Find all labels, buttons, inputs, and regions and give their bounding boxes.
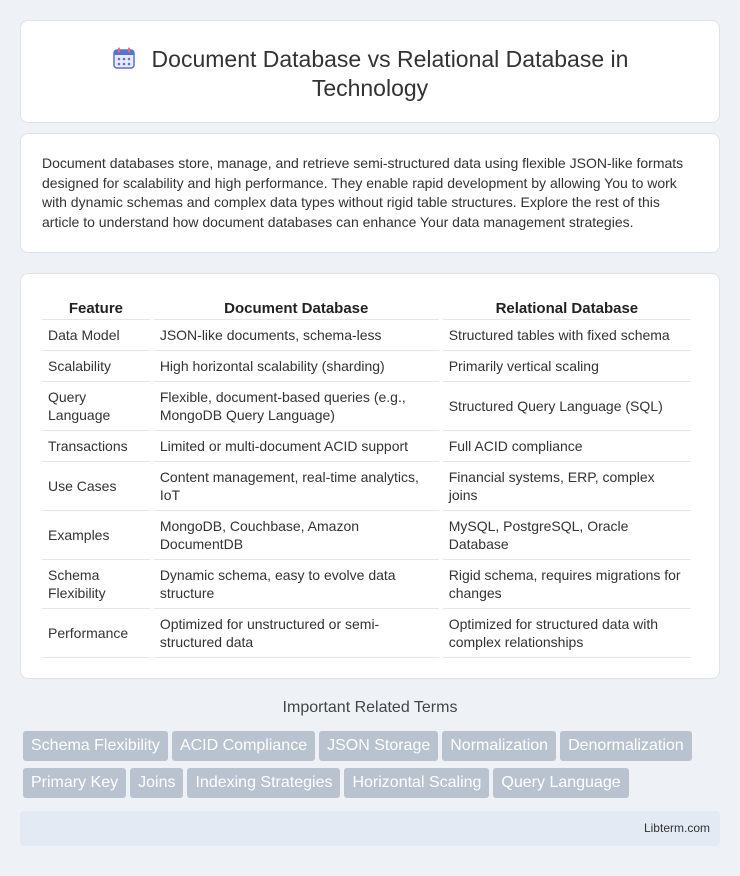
related-tags-row-1 xyxy=(23,731,723,761)
tag-indexing-strategies[interactable]: Indexing Strategies xyxy=(187,768,340,798)
feature-cell: Scalability xyxy=(42,351,150,382)
document-cell: Dynamic schema, easy to evolve data structure xyxy=(154,560,439,609)
feature-cell: Use Cases xyxy=(42,462,150,511)
comparison-card xyxy=(20,273,720,679)
comparison-table xyxy=(38,294,695,658)
tag-horizontal-scaling[interactable]: Horizontal Scaling xyxy=(344,768,489,798)
intro-paragraph: Document databases store, manage, and retrieve semi-structured data using flexible JSON-like formats designed for scalability and high performance. They enable rapid development by allowing You to work with dynamic schemas and complex data types without rigid table structures. Explore the rest of this article to understand how document databases can enhance Your data management strategies. xyxy=(42,155,684,230)
tag-primary-key[interactable]: Primary Key xyxy=(23,768,126,798)
table-row xyxy=(42,609,691,658)
tag-denormalization[interactable]: Denormalization xyxy=(560,731,692,761)
tag-json-storage[interactable]: JSON Storage xyxy=(319,731,438,761)
header-relational-database: Relational Database xyxy=(443,294,691,320)
header-card xyxy=(20,20,720,123)
table-row xyxy=(42,431,691,462)
header-document-database: Document Database xyxy=(154,294,439,320)
related-terms-heading: Important Related Terms xyxy=(282,699,458,716)
relational-cell: Structured tables with fixed schema xyxy=(443,320,691,351)
tag-acid-compliance[interactable]: ACID Compliance xyxy=(172,731,315,761)
related-tags-row-2 xyxy=(23,768,723,798)
tag-normalization[interactable]: Normalization xyxy=(442,731,556,761)
document-cell: Optimized for unstructured or semi-structured data xyxy=(154,609,439,658)
feature-cell: Performance xyxy=(42,609,150,658)
table-row xyxy=(42,351,691,382)
document-cell: Flexible, document-based queries (e.g., MongoDB Query Language) xyxy=(154,382,439,431)
table-row xyxy=(42,462,691,511)
intro-card xyxy=(20,133,720,253)
table-row xyxy=(42,511,691,560)
document-cell: High horizontal scalability (sharding) xyxy=(154,351,439,382)
table-row xyxy=(42,560,691,609)
table-row xyxy=(42,320,691,351)
table-header-row xyxy=(42,294,691,320)
table-row xyxy=(42,382,691,431)
tag-joins[interactable]: Joins xyxy=(130,768,183,798)
relational-cell: MySQL, PostgreSQL, Oracle Database xyxy=(443,511,691,560)
feature-cell: Data Model xyxy=(42,320,150,351)
feature-cell: Schema Flexibility xyxy=(42,560,150,609)
relational-cell: Full ACID compliance xyxy=(443,431,691,462)
relational-cell: Rigid schema, requires migrations for changes xyxy=(443,560,691,609)
tag-query-language[interactable]: Query Language xyxy=(493,768,628,798)
relational-cell: Optimized for structured data with complex relationships xyxy=(443,609,691,658)
calendar-icon xyxy=(112,46,136,70)
header-feature: Feature xyxy=(42,294,150,320)
footer-brand-link[interactable]: Libterm.com xyxy=(643,821,710,835)
document-cell: Limited or multi-document ACID support xyxy=(154,431,439,462)
document-cell: MongoDB, Couchbase, Amazon DocumentDB xyxy=(154,511,439,560)
feature-cell: Transactions xyxy=(42,431,150,462)
page-title: Document Database vs Relational Database in Technology xyxy=(151,46,629,101)
document-cell: JSON-like documents, schema-less xyxy=(154,320,439,351)
relational-cell: Financial systems, ERP, complex joins xyxy=(443,462,691,511)
feature-cell: Query Language xyxy=(42,382,150,431)
page-title-wrap xyxy=(61,45,679,103)
tag-schema-flexibility[interactable]: Schema Flexibility xyxy=(23,731,168,761)
footer xyxy=(20,811,720,846)
document-cell: Content management, real-time analytics, IoT xyxy=(154,462,439,511)
relational-cell: Structured Query Language (SQL) xyxy=(443,382,691,431)
feature-cell: Examples xyxy=(42,511,150,560)
relational-cell: Primarily vertical scaling xyxy=(443,351,691,382)
